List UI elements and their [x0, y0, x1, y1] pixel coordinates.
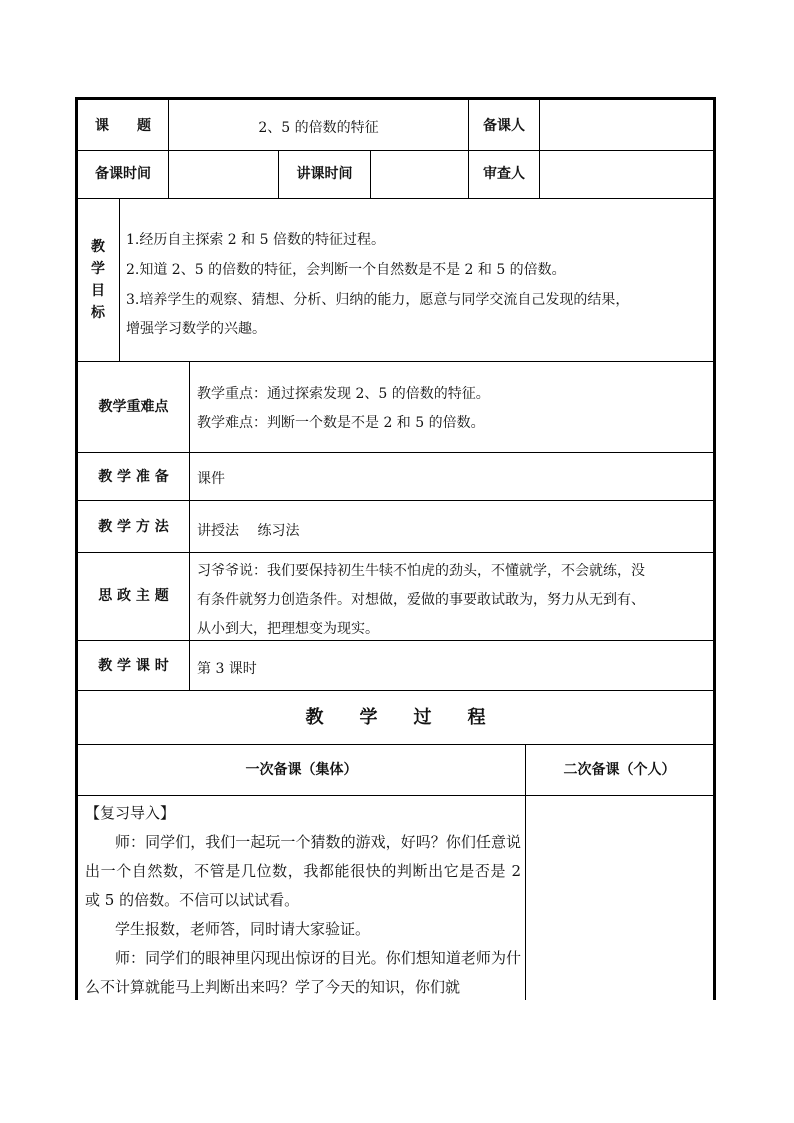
- preparation-value: 课件: [197, 471, 225, 487]
- section-title: 【复习导入】: [85, 804, 176, 822]
- row-divider: [78, 452, 713, 453]
- row-divider: [78, 552, 713, 553]
- preparer-label: 备课人: [483, 118, 525, 134]
- goal-line: 增强学习数学的兴趣。: [126, 321, 266, 337]
- key-point-line: 教学重点：通过探索发现 2、5 的倍数的特征。: [197, 386, 490, 402]
- column-divider: [525, 744, 526, 1000]
- row-divider: [78, 150, 713, 151]
- topic-label: 课 题: [95, 118, 151, 134]
- goal-line: 2.知道 2、5 的倍数的特征，会判断一个自然数是不是 2 和 5 的倍数。: [126, 262, 566, 278]
- method-value: 讲授法 练习法: [197, 523, 300, 539]
- period-value: 第 3 课时: [197, 661, 257, 677]
- process-paragraph: 师：同学们的眼神里闪现出惊讶的目光。你们想知道老师为什么不计算就能马上判断出来吗？学了今天的知识，你们就: [85, 949, 521, 996]
- goals-label-char: 学: [91, 261, 105, 277]
- goal-line: 1.经历自主探索 2 和 5 倍数的特征过程。: [126, 232, 385, 248]
- ideology-line: 习爷爷说：我们要保持初生牛犊不怕虎的劲头，不懂就学，不会就练，没: [197, 563, 645, 579]
- row-divider: [78, 795, 713, 796]
- process-title: 教 学 过 程: [305, 707, 486, 728]
- column-divider: [370, 150, 371, 198]
- row-divider: [78, 361, 713, 362]
- goals-label-char: 教: [91, 239, 105, 255]
- ideology-line: 有条件就努力创造条件。对想做，爱做的事要敢试敢为，努力从无到有、: [197, 592, 645, 608]
- goals-label-char: 目: [91, 283, 105, 299]
- lecture-time-label: 讲课时间: [296, 166, 353, 182]
- row-divider: [78, 690, 713, 691]
- key-point-line: 教学难点：判断一个数是不是 2 和 5 的倍数。: [197, 415, 485, 431]
- topic-value: 2、5 的倍数的特征: [258, 120, 379, 136]
- row-divider: [78, 640, 713, 641]
- ideology-line: 从小到大，把理想变为现实。: [197, 621, 379, 637]
- method-label: 教 学 方 法: [98, 519, 169, 535]
- prep-time-label: 备课时间: [95, 166, 151, 182]
- ideology-label: 思 政 主 题: [98, 588, 169, 604]
- column-divider: [539, 100, 540, 198]
- goal-line: 3.培养学生的观察、猜想、分析、归纳的能力，愿意与同学交流自己发现的结果，: [126, 292, 630, 308]
- column-divider: [189, 361, 190, 690]
- row-divider: [78, 500, 713, 501]
- key-points-label: 教学重难点: [98, 399, 169, 415]
- preparation-label: 教 学 准 备: [98, 469, 169, 485]
- process-paragraph: 学生报数，老师答，同时请大家验证。: [115, 920, 371, 938]
- goals-label-char: 标: [91, 305, 105, 321]
- goals-label: [86, 236, 110, 324]
- period-label: 教 学 课 时: [98, 658, 169, 674]
- process-paragraph: 师：同学们，我们一起玩一个猜数的游戏，好吗？你们任意说出一个自然数，不管是几位数，我都能很快的判断出它是否是 2 或 5 的倍数。不信可以试试看。: [85, 833, 521, 909]
- personal-column-header: 二次备课（个人）: [563, 762, 676, 778]
- column-divider: [168, 100, 169, 198]
- column-divider: [119, 198, 120, 361]
- row-divider: [78, 198, 713, 199]
- row-divider: [78, 744, 713, 745]
- reviewer-label: 审查人: [483, 166, 525, 182]
- collective-column-header: 一次备课（集体）: [245, 762, 358, 778]
